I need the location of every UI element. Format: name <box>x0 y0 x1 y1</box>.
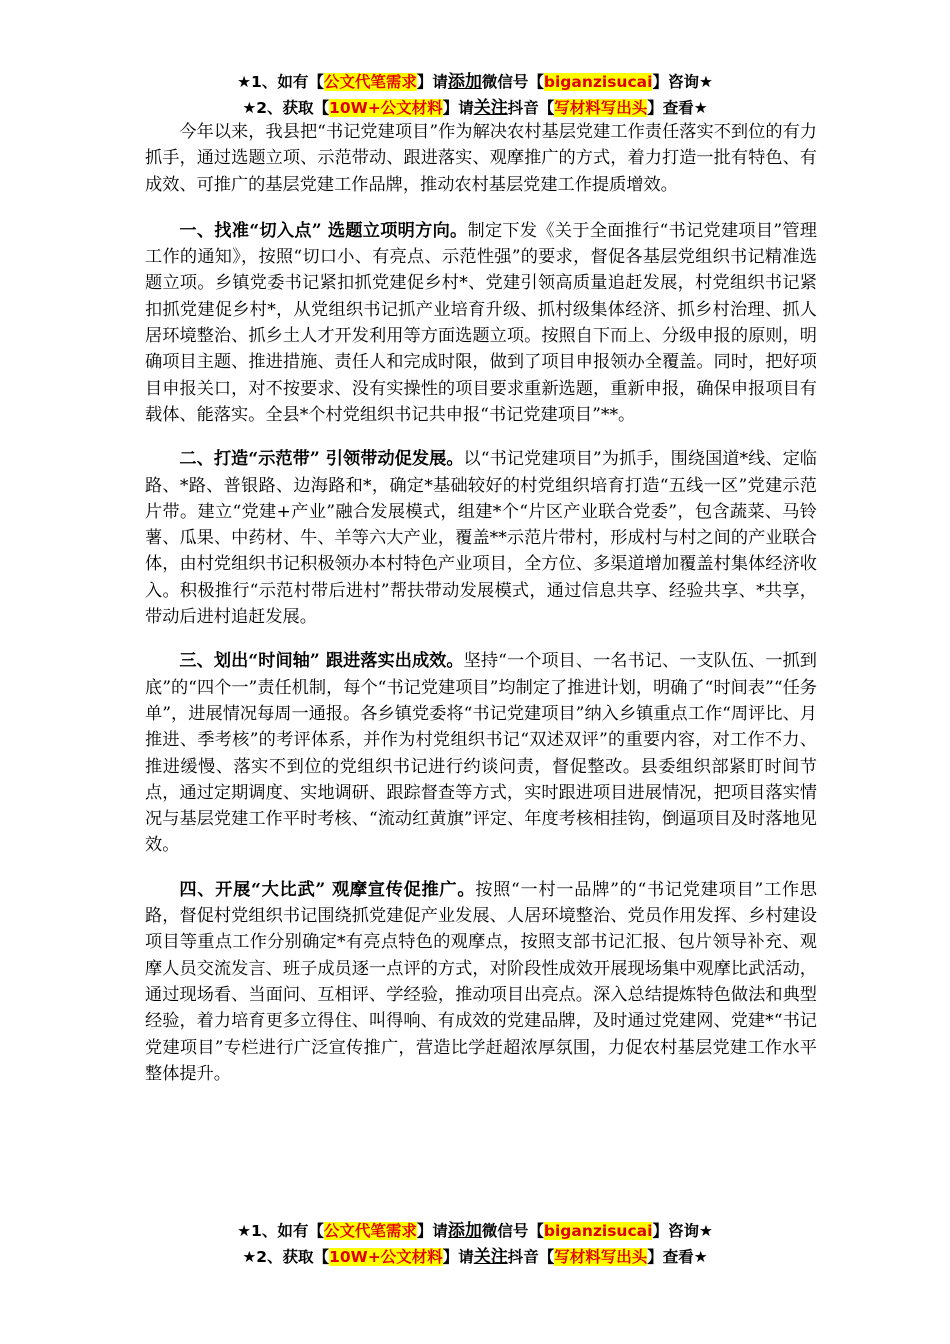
bottom-ad-line-2-mid: 】请 <box>442 1248 474 1266</box>
ad-line-1-highlight-service: 公文代笔需求 <box>323 73 417 91</box>
ad-line-1 <box>0 69 950 95</box>
section-1-text: 制定下发《关于全面推行“书记党建项目”管理工作的通知》，按照“切口小、有亮点、示范性强”的要求，督促各基层党组织书记精准选题立项。乡镇党委书记紧扣抓党建促乡村*、党建引领高质量追赶发展，村党组织书记紧扣抓党建促乡村*，从党组织书记抓产业培育升级、抓村级集体经济、抓乡村治理、抓人居环境整治、抓乡土人才开发利用等方面选题立项。按照自下而上、分级申报的原则，明确项目主题、推进措施、责任人和完成时限，做到了项目申报领办全覆盖。同时，把好项目申报关口，对不按要求、没有实操性的项目要求重新选题，重新申报，确保申报项目有载体、能落实。全县*个村党组织书记共申报“书记党建项目”**。 <box>145 220 817 425</box>
ad-line-2-suffix: 】查看★ <box>647 99 708 117</box>
bottom-ad-line-1 <box>0 1218 950 1244</box>
ad-line-2-mid: 】请 <box>442 99 474 117</box>
ad-line-2-highlight-materials: 10W+公文材料 <box>329 99 443 117</box>
section-4-heading: 四、开展“大比武” 观摩宣传促推广。 <box>179 879 476 900</box>
ad-line-2 <box>0 95 950 121</box>
section-2-paragraph <box>145 446 817 630</box>
bottom-ad-banner <box>0 1218 950 1270</box>
bottom-ad-line-2-emphasis: 关注 <box>473 1247 508 1267</box>
section-1-paragraph <box>145 218 817 428</box>
bottom-ad-line-1-mid2: 微信号【 <box>481 1222 544 1240</box>
ad-line-2-mid2: 抖音【 <box>507 99 555 117</box>
bottom-ad-line-1-highlight-service: 公文代笔需求 <box>323 1222 417 1240</box>
bottom-ad-line-1-highlight-wechat: biganzisucai <box>543 1222 653 1240</box>
bottom-ad-line-2-highlight-materials: 10W+公文材料 <box>329 1248 443 1266</box>
bottom-ad-line-1-suffix: 】咨询★ <box>652 1222 713 1240</box>
top-ad-banner <box>0 69 950 121</box>
ad-line-1-mid2: 微信号【 <box>481 73 544 91</box>
ad-line-1-highlight-wechat: biganzisucai <box>543 73 653 91</box>
section-3-heading: 三、划出“时间轴” 跟进落实出成效。 <box>179 651 464 672</box>
section-2-heading: 二、打造“示范带” 引领带动促发展。 <box>179 449 464 470</box>
bottom-ad-line-1-prefix: ★1、如有【 <box>237 1222 324 1240</box>
section-3-paragraph <box>145 648 817 858</box>
ad-line-2-highlight-douyin: 写材料写出头 <box>554 99 648 117</box>
article-body <box>145 119 817 1105</box>
bottom-ad-line-2-prefix: ★2、获取【 <box>242 1248 330 1266</box>
bottom-ad-line-2-mid2: 抖音【 <box>507 1248 555 1266</box>
intro-paragraph: 今年以来，我县把“书记党建项目”作为解决农村基层党建工作责任落实不到位的有力抓手，通过选题立项、示范带动、跟进落实、观摩推广的方式，着力打造一批有特色、有成效、可推广的基层党建工作品牌，推动农村基层党建工作提质增效。 <box>145 122 817 195</box>
ad-line-2-emphasis: 关注 <box>473 98 508 118</box>
ad-line-1-prefix: ★1、如有【 <box>237 73 324 91</box>
section-4-paragraph <box>145 877 817 1087</box>
ad-line-1-mid: 】请 <box>416 73 448 91</box>
ad-line-1-emphasis: 添加 <box>447 72 482 92</box>
bottom-ad-line-2 <box>0 1244 950 1270</box>
ad-line-2-prefix: ★2、获取【 <box>242 99 330 117</box>
section-2-text: 以“书记党建项目”为抓手，围绕国道*线、定临路、*路、普银路、边海路和*，确定*基础较好的村党组织培育打造“五线一区”党建示范片带。建立“党建+产业”融合发展模式，组建*个“片区产业联合党委”，包含蔬菜、马铃薯、瓜果、中药材、牛、羊等六大产业，覆盖**示范片带村，形成村与村之间的产业联合体，由村党组织书记积极领办本村特色产业项目，全方位、多渠道增加覆盖村集体经济收入。积极推行“示范村带后进村”帮扶带动发展模式，通过信息共享、经验共享、*共享，带动后进村追赶发展。 <box>145 449 817 628</box>
section-3-text: 坚持“一个项目、一名书记、一支队伍、一抓到底”的“四个一”责任机制，每个“书记党建项目”均制定了推进计划，明确了“时间表”“任务单”，进展情况每周一通报。各乡镇党委将“书记党建项目”纳入乡镇重点工作“周评比、月推进、季考核”的考评体系，并作为村党组织书记“双述双评”的重要内容，对工作不力、推进缓慢、落实不到位的党组织书记进行约谈问责，督促整改。县委组织部紧盯时间节点，通过定期调度、实地调研、跟踪督查等方式，实时跟进项目进展情况，把项目落实情况与基层党建工作平时考核、“流动红黄旗”评定、年度考核相挂钩，倒逼项目及时落地见效。 <box>145 651 817 856</box>
ad-line-1-suffix: 】咨询★ <box>652 73 713 91</box>
bottom-ad-line-1-mid: 】请 <box>416 1222 448 1240</box>
bottom-ad-line-2-suffix: 】查看★ <box>647 1248 708 1266</box>
bottom-ad-line-1-emphasis: 添加 <box>447 1221 482 1241</box>
bottom-ad-line-2-highlight-douyin: 写材料写出头 <box>554 1248 648 1266</box>
section-1-heading: 一、找准“切入点” 选题立项明方向。 <box>179 220 468 241</box>
section-4-text: 按照“一村一品牌”的“书记党建项目”工作思路，督促村党组织书记围绕抓党建促产业发展、人居环境整治、党员作用发挥、乡村建设项目等重点工作分别确定*有亮点特色的观摩点，按照支部书记汇报、包片领导补充、观摩人员交流发言、班子成员逐一点评的方式，对阶段性成效开展现场集中观摩比武活动，通过现场看、当面问、互相评、学经验，推动项目出亮点。深入总结提炼特色做法和典型经验，着力培育更多立得住、叫得响、有成效的党建品牌，及时通过党建网、党建*“书记党建项目”专栏进行广泛宣传推广，营造比学赶超浓厚氛围，力促农村基层党建工作水平整体提升。 <box>145 879 817 1084</box>
